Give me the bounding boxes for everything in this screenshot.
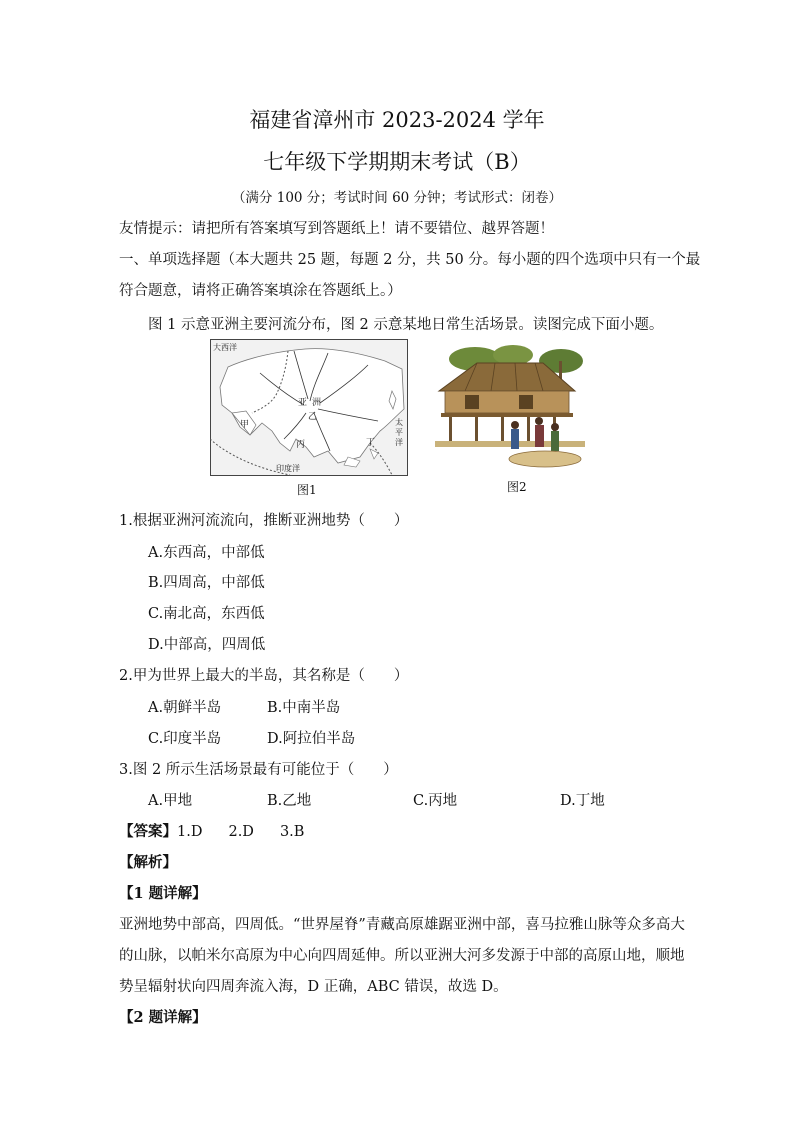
answer-1: 1.D: [177, 824, 203, 840]
intro-text: 图 1 示意亚洲主要河流分布，图 2 示意某地日常生活场景。读图完成下面小题。: [148, 317, 664, 333]
question-2-option-d: D.阿拉伯半岛: [267, 731, 356, 747]
section1-line1: 一、单项选择题（本大题共 25 题，每题 2 分，共 50 分。每小题的四个选项中只有一个最: [119, 252, 701, 268]
exam-title-line2: 七年级下学期期末考试（B）: [263, 150, 531, 174]
label-ding: 丁: [366, 438, 376, 448]
notice-text: 友情提示：请把所有答案填写到答题纸上！请不要错位、越界答题！: [119, 221, 554, 237]
answer-3: 3.B: [279, 824, 305, 840]
figure2-illustration: [435, 345, 585, 470]
question-3-option-a: A.甲地: [148, 793, 193, 809]
label-bing: 丙: [296, 440, 306, 450]
question-3-stem: 3.图 2 所示生活场景最有可能位于（ ）: [119, 762, 398, 778]
question-1-option-a: A.东西高，中部低: [148, 545, 265, 561]
exam-title-line1: 福建省漳州市 2023-2024 学年: [249, 108, 545, 132]
question-3-option-b: B.乙地: [267, 793, 312, 809]
label-pacific-2: 平: [395, 428, 403, 437]
question-1-option-d: D.中部高，四周低: [148, 637, 266, 653]
stilt-house-scene: [435, 345, 585, 470]
question-2-option-c: C.印度半岛: [148, 731, 222, 747]
question-2-stem: 2.甲为世界上最大的半岛，其名称是（ ）: [119, 668, 409, 684]
asia-river-map: [210, 339, 408, 476]
question-1-option-b: B.四周高，中部低: [148, 575, 265, 591]
label-pacific-3: 洋: [395, 438, 403, 447]
label-asia-1: 亚: [298, 398, 308, 408]
detail-2-heading: 【2 题详解】: [119, 1009, 207, 1026]
question-1-stem: 1.根据亚洲河流流向，推断亚洲地势（ ）: [119, 513, 409, 529]
label-asia-2: 洲: [312, 398, 322, 408]
exam-info: （满分 100 分；考试时间 60 分钟；考试形式：闭卷）: [231, 190, 563, 206]
label-indian: 印度洋: [276, 464, 300, 473]
detail-1-line-3: 势呈辐射状向四周奔流入海，D 正确，ABC 错误，故选 D。: [119, 979, 508, 995]
detail-1-heading: 【1 题详解】: [119, 885, 207, 902]
detail-1-line-2: 的山脉，以帕米尔高原为中心向四周延伸。所以亚洲大河多发源于中部的高原山地，顺地: [119, 948, 685, 964]
analysis-heading: 【解析】: [119, 854, 177, 871]
answer-2: 2.D: [228, 824, 254, 840]
question-3-option-d: D.丁地: [560, 793, 605, 809]
label-yi: 乙: [308, 412, 318, 422]
question-2-option-b: B.中南半岛: [267, 700, 341, 716]
detail-1-line-1: 亚洲地势中部高，四周低。“世界屋脊”青藏高原雄踞亚洲中部，喜马拉雅山脉等众多高大: [119, 917, 685, 933]
figure1-caption: 图1: [297, 483, 317, 497]
question-1-option-c: C.南北高，东西低: [148, 606, 265, 622]
figure1-map: [210, 339, 408, 476]
answer-line: [119, 820, 304, 841]
label-jia: 甲: [240, 420, 250, 430]
label-atlantic: 大西洋: [213, 343, 237, 352]
figure2-caption: 图2: [507, 480, 527, 494]
section1-line2: 符合题意，请将正确答案填涂在答题纸上。）: [119, 283, 402, 299]
answer-label: 【答案】: [119, 823, 177, 840]
question-3-option-c: C.丙地: [413, 793, 458, 809]
label-pacific-1: 太: [395, 418, 403, 427]
question-2-option-a: A.朝鲜半岛: [148, 700, 222, 716]
